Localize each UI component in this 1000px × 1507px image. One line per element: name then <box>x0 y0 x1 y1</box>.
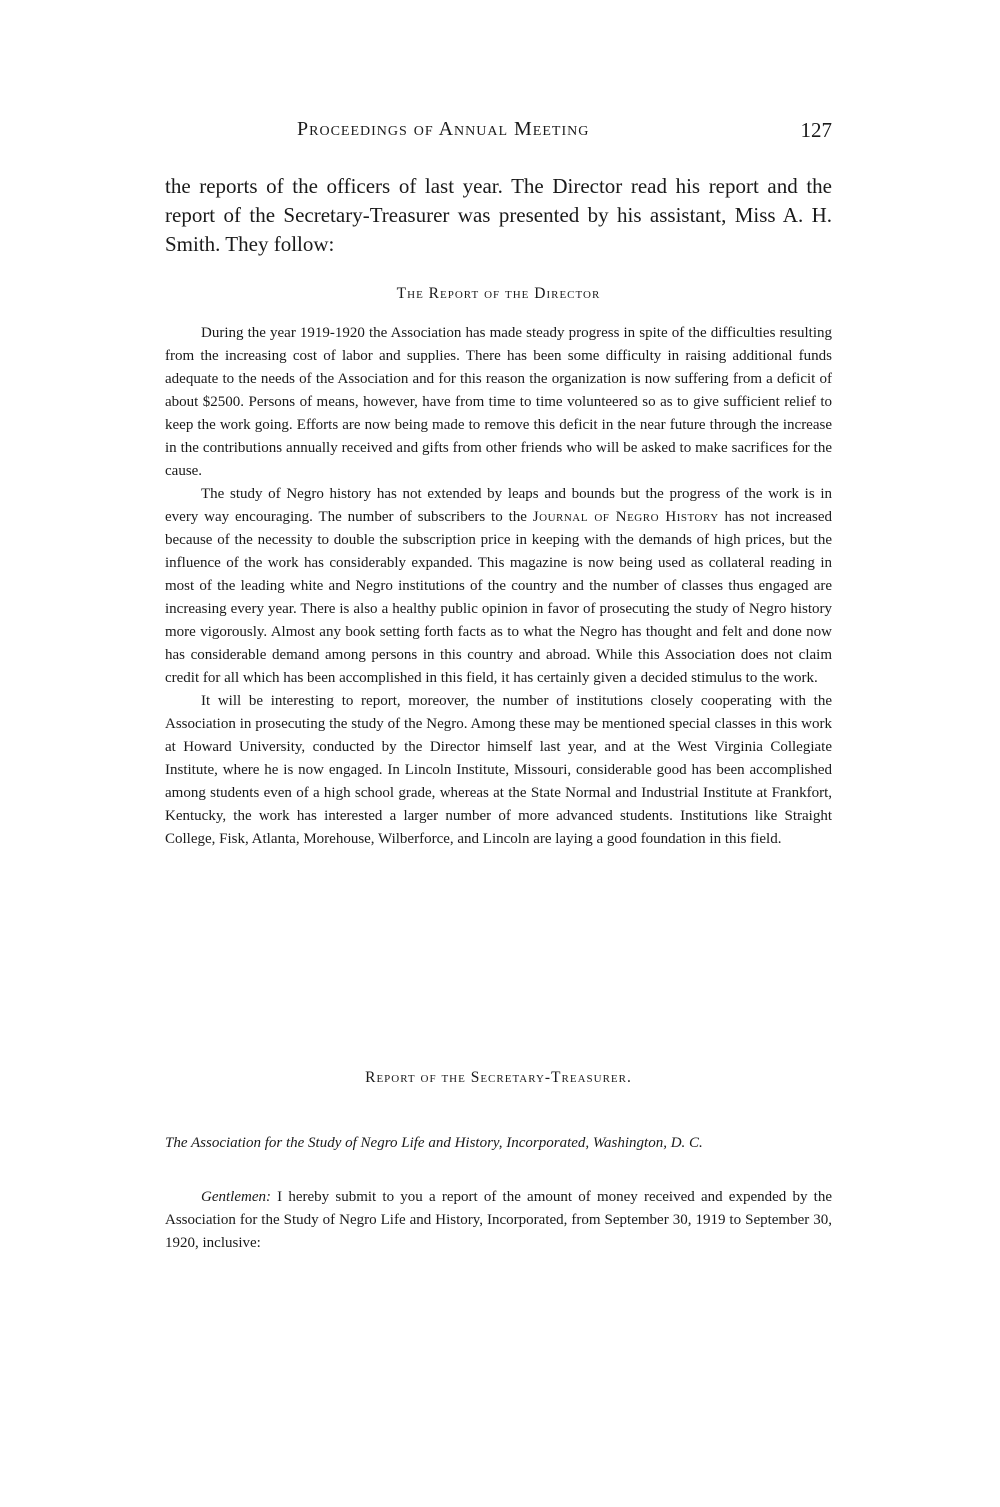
letter-text: I hereby submit to you a report of the amount of money received and expended by the Association for the Study of Negro Life and History, Incorporated, from September 30, 1919 to September 30, 1920, inclusive: <box>165 1189 833 1251</box>
paragraph-text: The study of Negro history has not extended by leaps and bounds but the progress of the work is in every way encouraging. The number of subscribers to the <box>165 486 832 525</box>
letter-paragraph <box>165 1186 832 1255</box>
letter-address: The Association for the Study of Negro Life and History, Incorporated, Washington, D. C. <box>165 1135 703 1151</box>
treasurer-letter-body <box>165 1186 832 1255</box>
director-report-body <box>165 322 832 851</box>
paragraph-text: has not increased because of the necessity to double the subscription price in keeping with the demands of high prices, but the influence of the work has considerably expanded. This magazine is now being used as collateral reading in most of the leading white and Negro institutions of the country and the number of classes thus engaged are increasing every year. There is also a healthy public opinion in favor of prosecuting the study of Negro history more vigorously. Almost any book setting forth facts as to what the Negro has thought and felt and done now has considerable demand among persons in this country and abroad. While this Association does not claim credit for all which has been accomplished in this field, it has certainly given a decided stimulus to the work. <box>165 509 833 686</box>
salutation: Gentlemen: <box>201 1189 271 1205</box>
intro-paragraph: the reports of the officers of last year. The Director read his report and the report of the Secretary-Treasurer was presented by his assistant, Miss A. H. Smith. They follow: <box>165 174 832 256</box>
page-header <box>165 118 832 148</box>
treasurer-report-heading: Report of the Secretary-Treasurer. <box>365 1069 632 1086</box>
director-paragraph-3: It will be interesting to report, moreover, the number of institutions closely cooperating with the Association in prosecuting the study of the Negro. Among these may be mentioned special classes in this work at Howard University, conducted by the Director himself last year, and at the West Virginia Collegiate Institute, where he is now engaged. In Lincoln Institute, Missouri, considerable good has been accomplished among students even of a high school grade, whereas at the State Normal and Industrial Institute at Frankfort, Kentucky, the work has interested a larger number of more advanced students. Institutions like Straight College, Fisk, Atlanta, Morehouse, Wilberforce, and Lincoln are laying a good foundation in this field. <box>165 693 832 847</box>
director-report-heading: The Report of the Director <box>396 285 601 302</box>
page-number: 127 <box>800 118 832 142</box>
journal-title: Journal of Negro History <box>532 509 719 525</box>
director-paragraph-2 <box>165 483 832 690</box>
director-paragraph-1: During the year 1919-1920 the Association has made steady progress in spite of the difficulties resulting from the increasing cost of labor and supplies. There has been some difficulty in raising additional funds adequate to the needs of the Association and for this reason the organization is now suffering from a deficit of about $2500. Persons of means, however, have from time to time volunteered so as to give sufficient relief to keep the work going. Efforts are now being made to remove this deficit in the near future through the increase in the contributions annually received and gifts from other friends who will be asked to make sacrifices for the cause. <box>165 325 832 479</box>
running-head: Proceedings of Annual Meeting <box>297 118 590 140</box>
